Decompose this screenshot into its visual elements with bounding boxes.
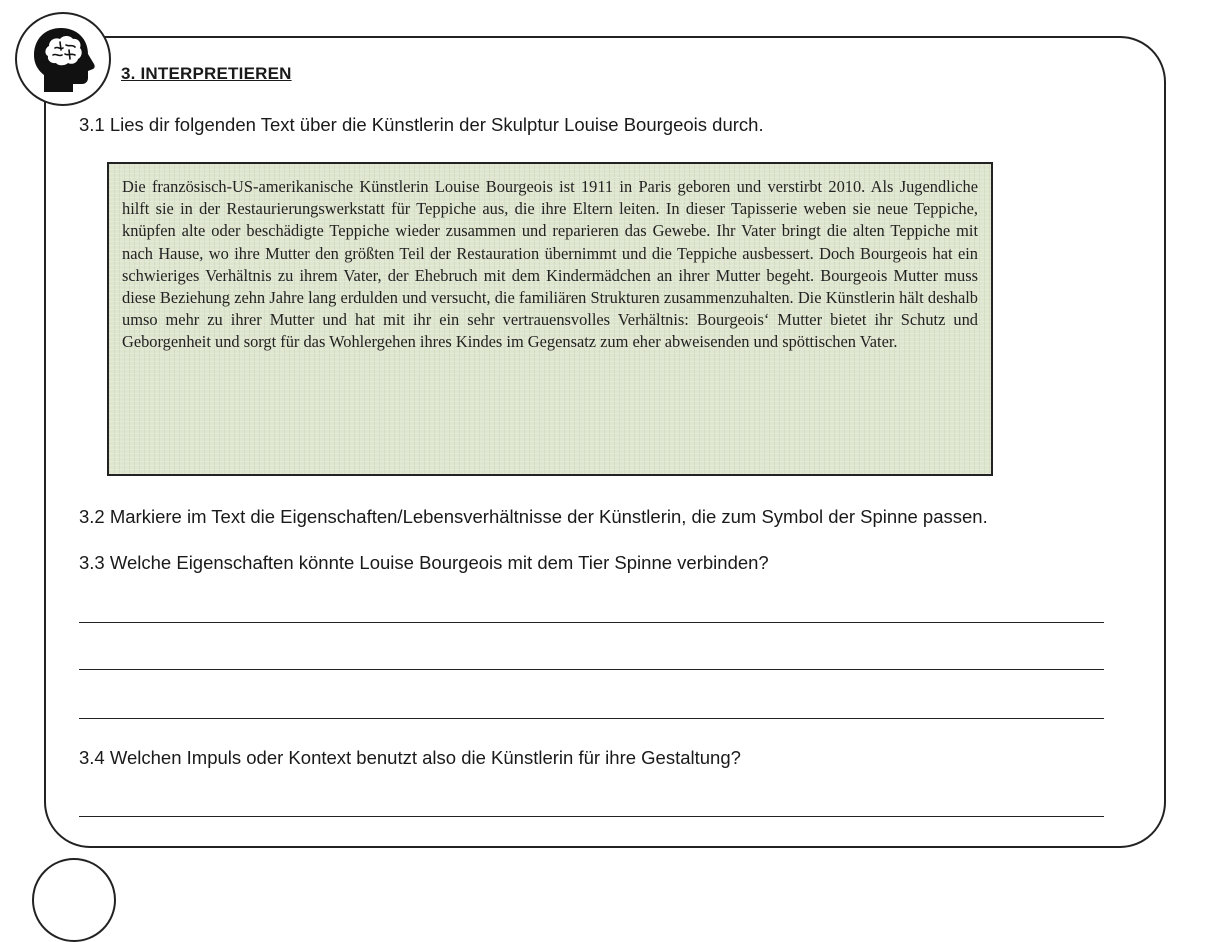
answer-line[interactable] <box>79 669 1104 670</box>
answer-line[interactable] <box>79 816 1104 817</box>
next-section-badge <box>32 858 116 942</box>
task-3-2: 3.2 Markiere im Text die Eigenschaften/Lebensverhältnisse der Künstlerin, die zum Symbol der Spinne passen. <box>79 506 988 527</box>
task-3-1: 3.1 Lies dir folgenden Text über die Künstlerin der Skulptur Louise Bourgeois durch. <box>79 114 764 135</box>
answer-line[interactable] <box>79 718 1104 719</box>
section-title: 3. INTERPRETIEREN <box>121 64 292 83</box>
reading-text: Die französisch-US-amerikanische Künstlerin Louise Bourgeois ist 1911 in Paris geboren und verstirbt 2010. Als Jugendliche hilft sie in der Restaurierungswerkstatt für Teppiche aus, die ihre Eltern leiten. In dieser Tapisserie weben sie neue Teppiche, knüpfen alte oder beschädigte Teppiche wieder zusammen und reparieren das Gewebe. Ihr Vater bringt die alten Teppiche mit nach Hause, wo ihre Mutter den größten Teil der Restauration übernimmt und die Teppiche ausbessert. Doch Bourgeois hat ein schwieriges Verhältnis zu ihrem Vater, der Ehebruch mit dem Kindermädchen an ihrer Mutter begeht. Bourgeois Mutter muss diese Beziehung zehn Jahre lang erdulden und versucht, die familiären Strukturen zusammenzuhalten. Die Künstlerin hält deshalb umso mehr zu ihrer Mutter und hat mit ihr ein sehr vertrauensvolles Verhältnis: Bourgeois‘ Mutter bietet ihr Schutz und Geborgenheit und sorgt für das Wohlergehen ihres Kindes im Gegensatz zum eher abweisenden und spöttischen Vater. <box>122 177 978 352</box>
reading-text-box <box>107 162 993 476</box>
answer-line[interactable] <box>79 622 1104 623</box>
section-badge <box>15 12 111 106</box>
task-3-3: 3.3 Welche Eigenschaften könnte Louise Bourgeois mit dem Tier Spinne verbinden? <box>79 552 769 573</box>
head-brain-icon <box>31 26 97 94</box>
task-3-4: 3.4 Welchen Impuls oder Kontext benutzt also die Künstlerin für ihre Gestaltung? <box>79 747 741 768</box>
